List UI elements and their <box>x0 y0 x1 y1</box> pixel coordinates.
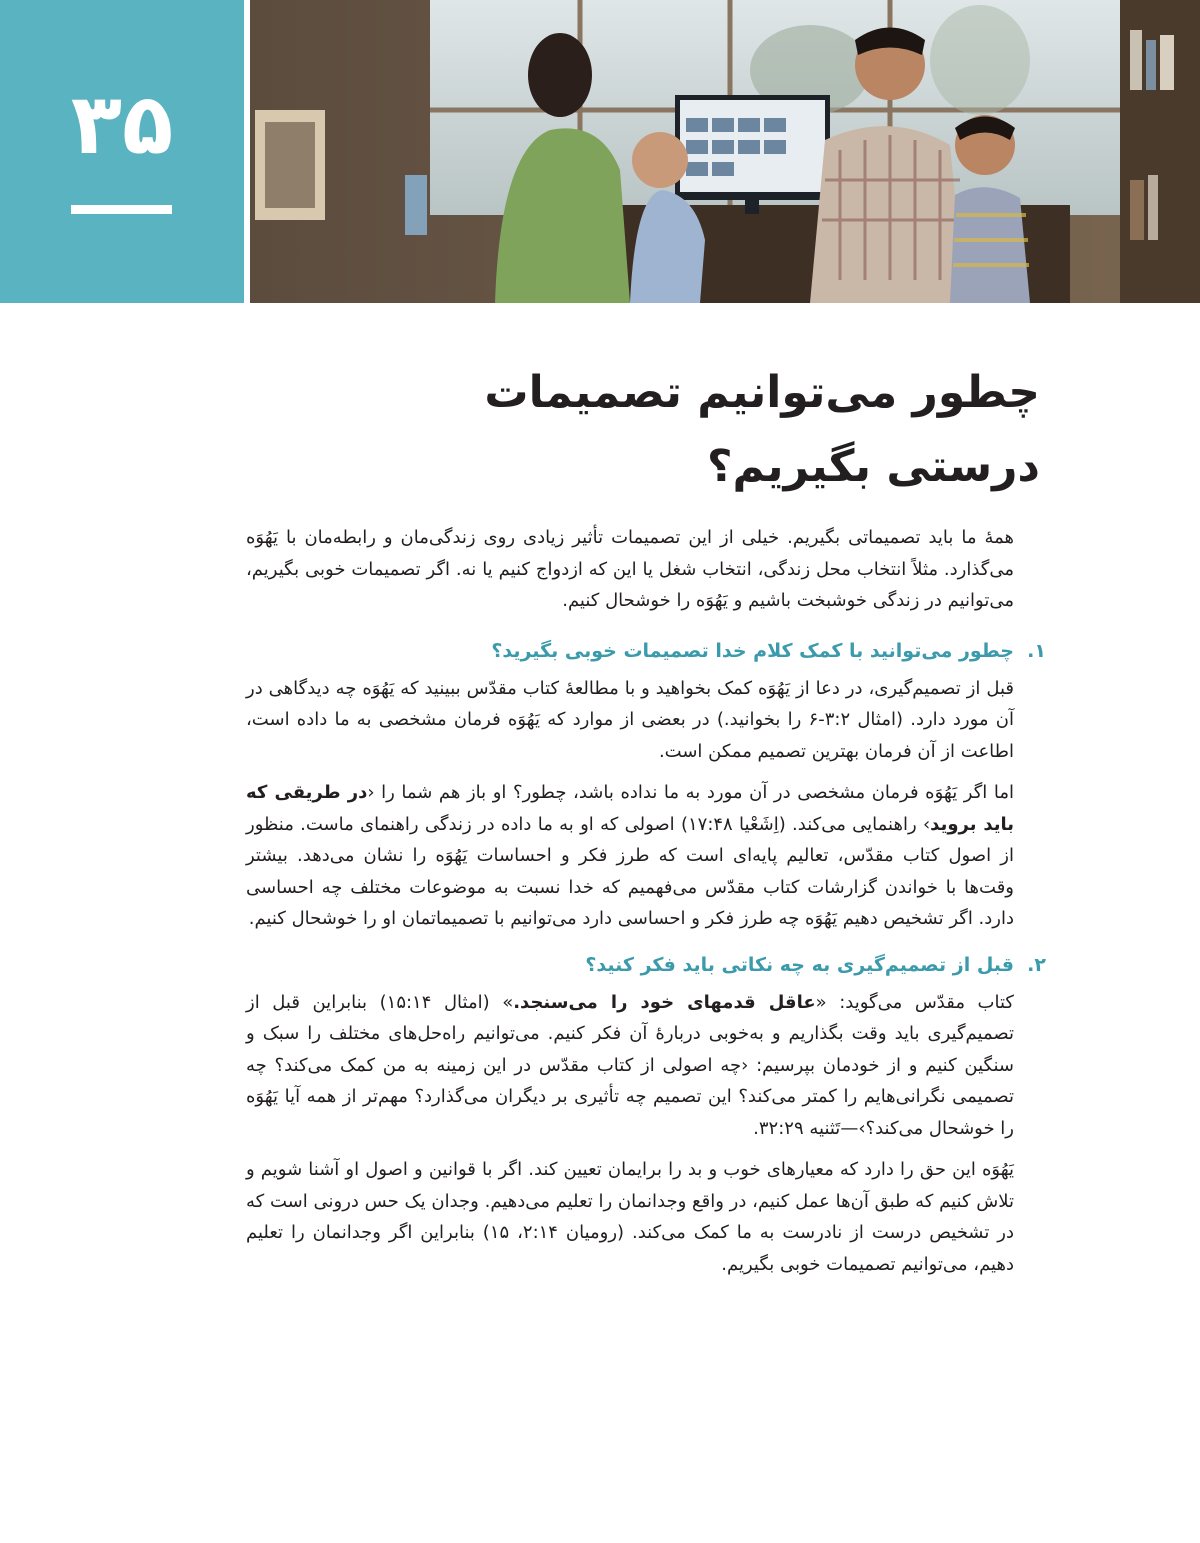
section-paragraph: یَهُوَه این حق را دارد که معیارهای خوب و بد را برایمان تعیین کند. اگر با قوانین و اصول او آشنا شویم و تلاش کنیم که طبق آن‌ها عمل کنیم، در واقع وجدانمان را تعلیم می‌دهیم. وجدان یک حس درونی است که در تشخیص درست از نادرست به ما کمک می‌کند. (رومیان ۲:۱۴، ۱۵) بنابراین اگر وجدانمان را تعلیم دهیم، می‌توانیم تصمیمات خوبی بگیریم. <box>246 1159 1015 1275</box>
lesson-badge <box>0 0 244 303</box>
section-paragraph <box>246 987 1014 1145</box>
section-2 <box>246 949 1046 1281</box>
section-heading-text: قبل از تصمیم‌گیری به چه نکاتی باید فکر کنید؟ <box>585 953 1014 976</box>
text-run: اما اگر یَهُوَه فرمان مشخصی در آن مورد به ما نداده باشد، چطور؟ او باز هم شما را ‹ <box>367 782 1014 803</box>
text-run: » (امثال ۱۵:۱۴) بنابراین قبل از تصمیم‌گیری باید وقت بگذاریم و به‌خوبی دربارهٔ آن فکر کنیم. می‌توانیم راه‌حل‌های مختلف را سبک و سنگین کنیم و از خودمان بپرسیم: ‹چه اصولی از کتاب مقدّس در این زمینه به من کمک می‌کند؟ چه تصمیمی نگرانی‌هایم را کمتر می‌کند؟ این تصمیم چه تأثیری بر دیگران می‌گذارد؟ مهم‌تر از همه آیا یَهُوَه را خوشحال می‌کند؟›—تَثنیه ۳۲:۲۹. <box>246 991 1014 1139</box>
section-heading <box>246 635 1046 667</box>
intro-paragraph: همهٔ ما باید تصمیماتی بگیریم. خیلی از این تصمیمات تأثیر زیادی روی زندگی‌مان و رابطه‌مان با یَهُوَه می‌گذارد. مثلاً انتخاب محل زندگی، انتخاب شغل یا این که ازدواج کنیم یا نه. اگر تصمیمات خوبی بگیریم، می‌توانیم در زندگی خوشبخت باشیم و یَهُوَه را خوشحال کنیم. <box>246 527 1014 611</box>
text-run: کتاب مقدّس می‌گوید: « <box>815 991 1014 1013</box>
text-run: › راهنمایی می‌کند. (اِشَعْیا ۱۷:۴۸) اصولی که او به ما داده در زندگی راهنمای ماست. منظور از اصول کتاب مقدّس، تعالیم پایه‌ای است که طرز فکر و احساسات یَهُوَه را نشان می‌دهد. بیشتر وقت‌ها با خواندن گزارشات کتاب مقدّس می‌فهمیم که خدا نسبت به موضوعات مختلف چه احساسی دارد. اگر تشخیص دهیم یَهُوَه چه طرز فکر و احساسی دارد می‌توانیم با تصمیماتمان او را خوشحال کنیم. <box>246 813 1014 929</box>
page-title <box>280 356 1040 504</box>
article-body <box>246 522 1046 1294</box>
section-heading <box>246 949 1046 981</box>
photo-illustration <box>250 0 1200 303</box>
section-number: ۱. <box>1027 639 1046 662</box>
lesson-number: ۳۵ <box>70 75 174 173</box>
section-1 <box>246 635 1046 935</box>
section-number: ۲. <box>1027 953 1046 976</box>
section-paragraph <box>246 777 1014 935</box>
family-computer-photo <box>250 0 1200 303</box>
lesson-underline <box>71 205 172 214</box>
title-line-1: چطور می‌توانیم تصمیمات <box>484 367 1040 418</box>
header <box>0 0 1200 303</box>
bold-quote: در طریقی که باید بروید <box>246 782 1014 835</box>
title-line-2: درستی بگیریم؟ <box>707 441 1040 492</box>
bold-quote: عاقل قدمهای خود را می‌سنجد. <box>513 991 816 1013</box>
section-paragraph: قبل از تصمیم‌گیری، در دعا از یَهُوَه کمک بخواهید و با مطالعهٔ کتاب مقدّس ببینید که یَهُوَه چه دیدگاهی در آن مورد دارد. (امثال ۳:۲-۶ را بخوانید.) در بعضی از موارد که یَهُوَه فرمان مشخصی به ما داده است، اطاعت از آن فرمان بهترین تصمیم ممکن است. <box>246 677 1014 762</box>
section-heading-text: چطور می‌توانید با کمک کلام خدا تصمیمات خوبی بگیرید؟ <box>491 639 1014 662</box>
